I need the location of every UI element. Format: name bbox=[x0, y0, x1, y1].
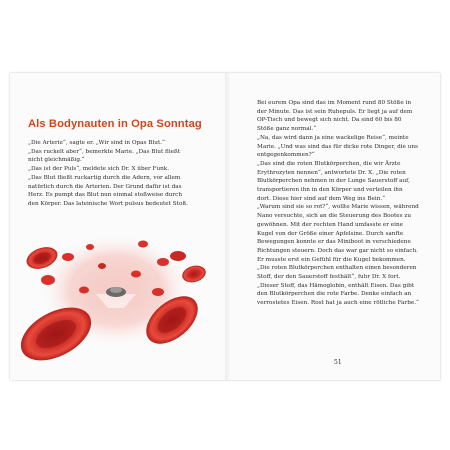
right-paragraph bbox=[257, 99, 427, 308]
text-line: „Die roten Blutkörperchen enthalten einen besonderen bbox=[257, 265, 417, 272]
text-line: Blutkörperchen nehmen in der Lunge Sauerstoff auf, bbox=[257, 178, 410, 185]
text-line: Kugel von der Größe einer Apfelsine. Durch sanfte bbox=[257, 230, 404, 237]
left-page bbox=[28, 118, 218, 209]
right-page bbox=[257, 99, 427, 308]
text-line: transportieren ihn in den Körper und verteilen ihn bbox=[257, 187, 403, 194]
text-line: „Das sind die roten Blutkörperchen, die wir Ärzte bbox=[257, 160, 401, 167]
text-line: Er musste erst ein Gefühl für die Kugel bekommen. bbox=[257, 256, 406, 263]
text-line: Marie. „Und was sind das für dicke rote Dinger, die uns bbox=[257, 143, 418, 150]
text-line: verrostetes Eisen. Rost hat ja auch eine rötliche Farbe.“ bbox=[257, 300, 419, 307]
page-number: 51 bbox=[334, 359, 342, 366]
text-line: dort. Diese hier sind auf dem Weg ins Bein.“ bbox=[257, 195, 386, 202]
text-line: gewöhnen. Mit der rechten Hand umfasste er eine bbox=[257, 221, 404, 228]
text-line: Richtungen steuern. Doch das war gar nicht so einfach. bbox=[257, 247, 418, 254]
text-line: Stöße ganz normal.“ bbox=[257, 126, 317, 133]
text-line: den Blutkörperchen die rote Farbe. Denke einfach an bbox=[257, 291, 412, 298]
text-line: den Körper. Das lateinische Wort pulsus bedeutet Stoß. bbox=[28, 200, 188, 207]
chapter-title: Als Bodynauten in Opa Sonntag bbox=[28, 118, 202, 130]
text-line: „Das Blut fließt ruckartig durch die Adern, vor allem bbox=[28, 174, 181, 181]
book-gutter bbox=[225, 73, 231, 380]
text-line: „Na, das wird dann ja eine wackelige Reise“, meinte bbox=[257, 134, 409, 141]
text-line: Nano versuchte, sich an die Steuerung des Bootes zu bbox=[257, 213, 412, 220]
text-line: Bei eurem Opa sind das im Moment rund 80 Stöße in bbox=[257, 100, 411, 106]
text-line: Herz. Es pumpt das Blut nun einmal stoßweise durch bbox=[28, 192, 182, 199]
left-paragraph bbox=[28, 139, 218, 209]
text-line: OP-Tisch und bewegt sich nicht. Da sind 60 bis 80 bbox=[257, 117, 402, 124]
text-line: „Das ruckelt aber“, bemerkte Marie. „Das Blut fließt bbox=[28, 148, 181, 155]
text-line: „Die Arterie“, sagte er. „Wir sind in Opas Blut.“ bbox=[28, 140, 165, 146]
blood-cells-illustration bbox=[18, 222, 218, 370]
text-line: entgegenkommen?“ bbox=[257, 152, 315, 159]
text-line: nicht gleichmäßig.“ bbox=[28, 157, 85, 164]
text-line: natürlich durch die Arterien. Der Grund dafür ist das bbox=[28, 183, 182, 190]
text-line: Stoff, der den Sauerstoff festhält“, fuhr Dr. X fort. bbox=[257, 274, 401, 281]
text-line: „Dieser Stoff, das Hämoglobin, enthält Eisen. Das gibt bbox=[257, 282, 414, 289]
text-line: „Warum sind sie so rot?“, wollte Marie wissen, während bbox=[257, 204, 419, 211]
text-line: der Minute. Das ist sein Ruhepuls. Er liegt ja auf dem bbox=[257, 108, 413, 115]
text-line: „Das ist der Puls“, meldete sich Dr. X über Funk. bbox=[28, 166, 170, 173]
text-line: Bewegungen konnte er das Miniboot in verschiedene bbox=[257, 239, 411, 246]
text-line: Erythrozyten nennen“, antwortete Dr. X. „Die roten bbox=[257, 169, 406, 176]
